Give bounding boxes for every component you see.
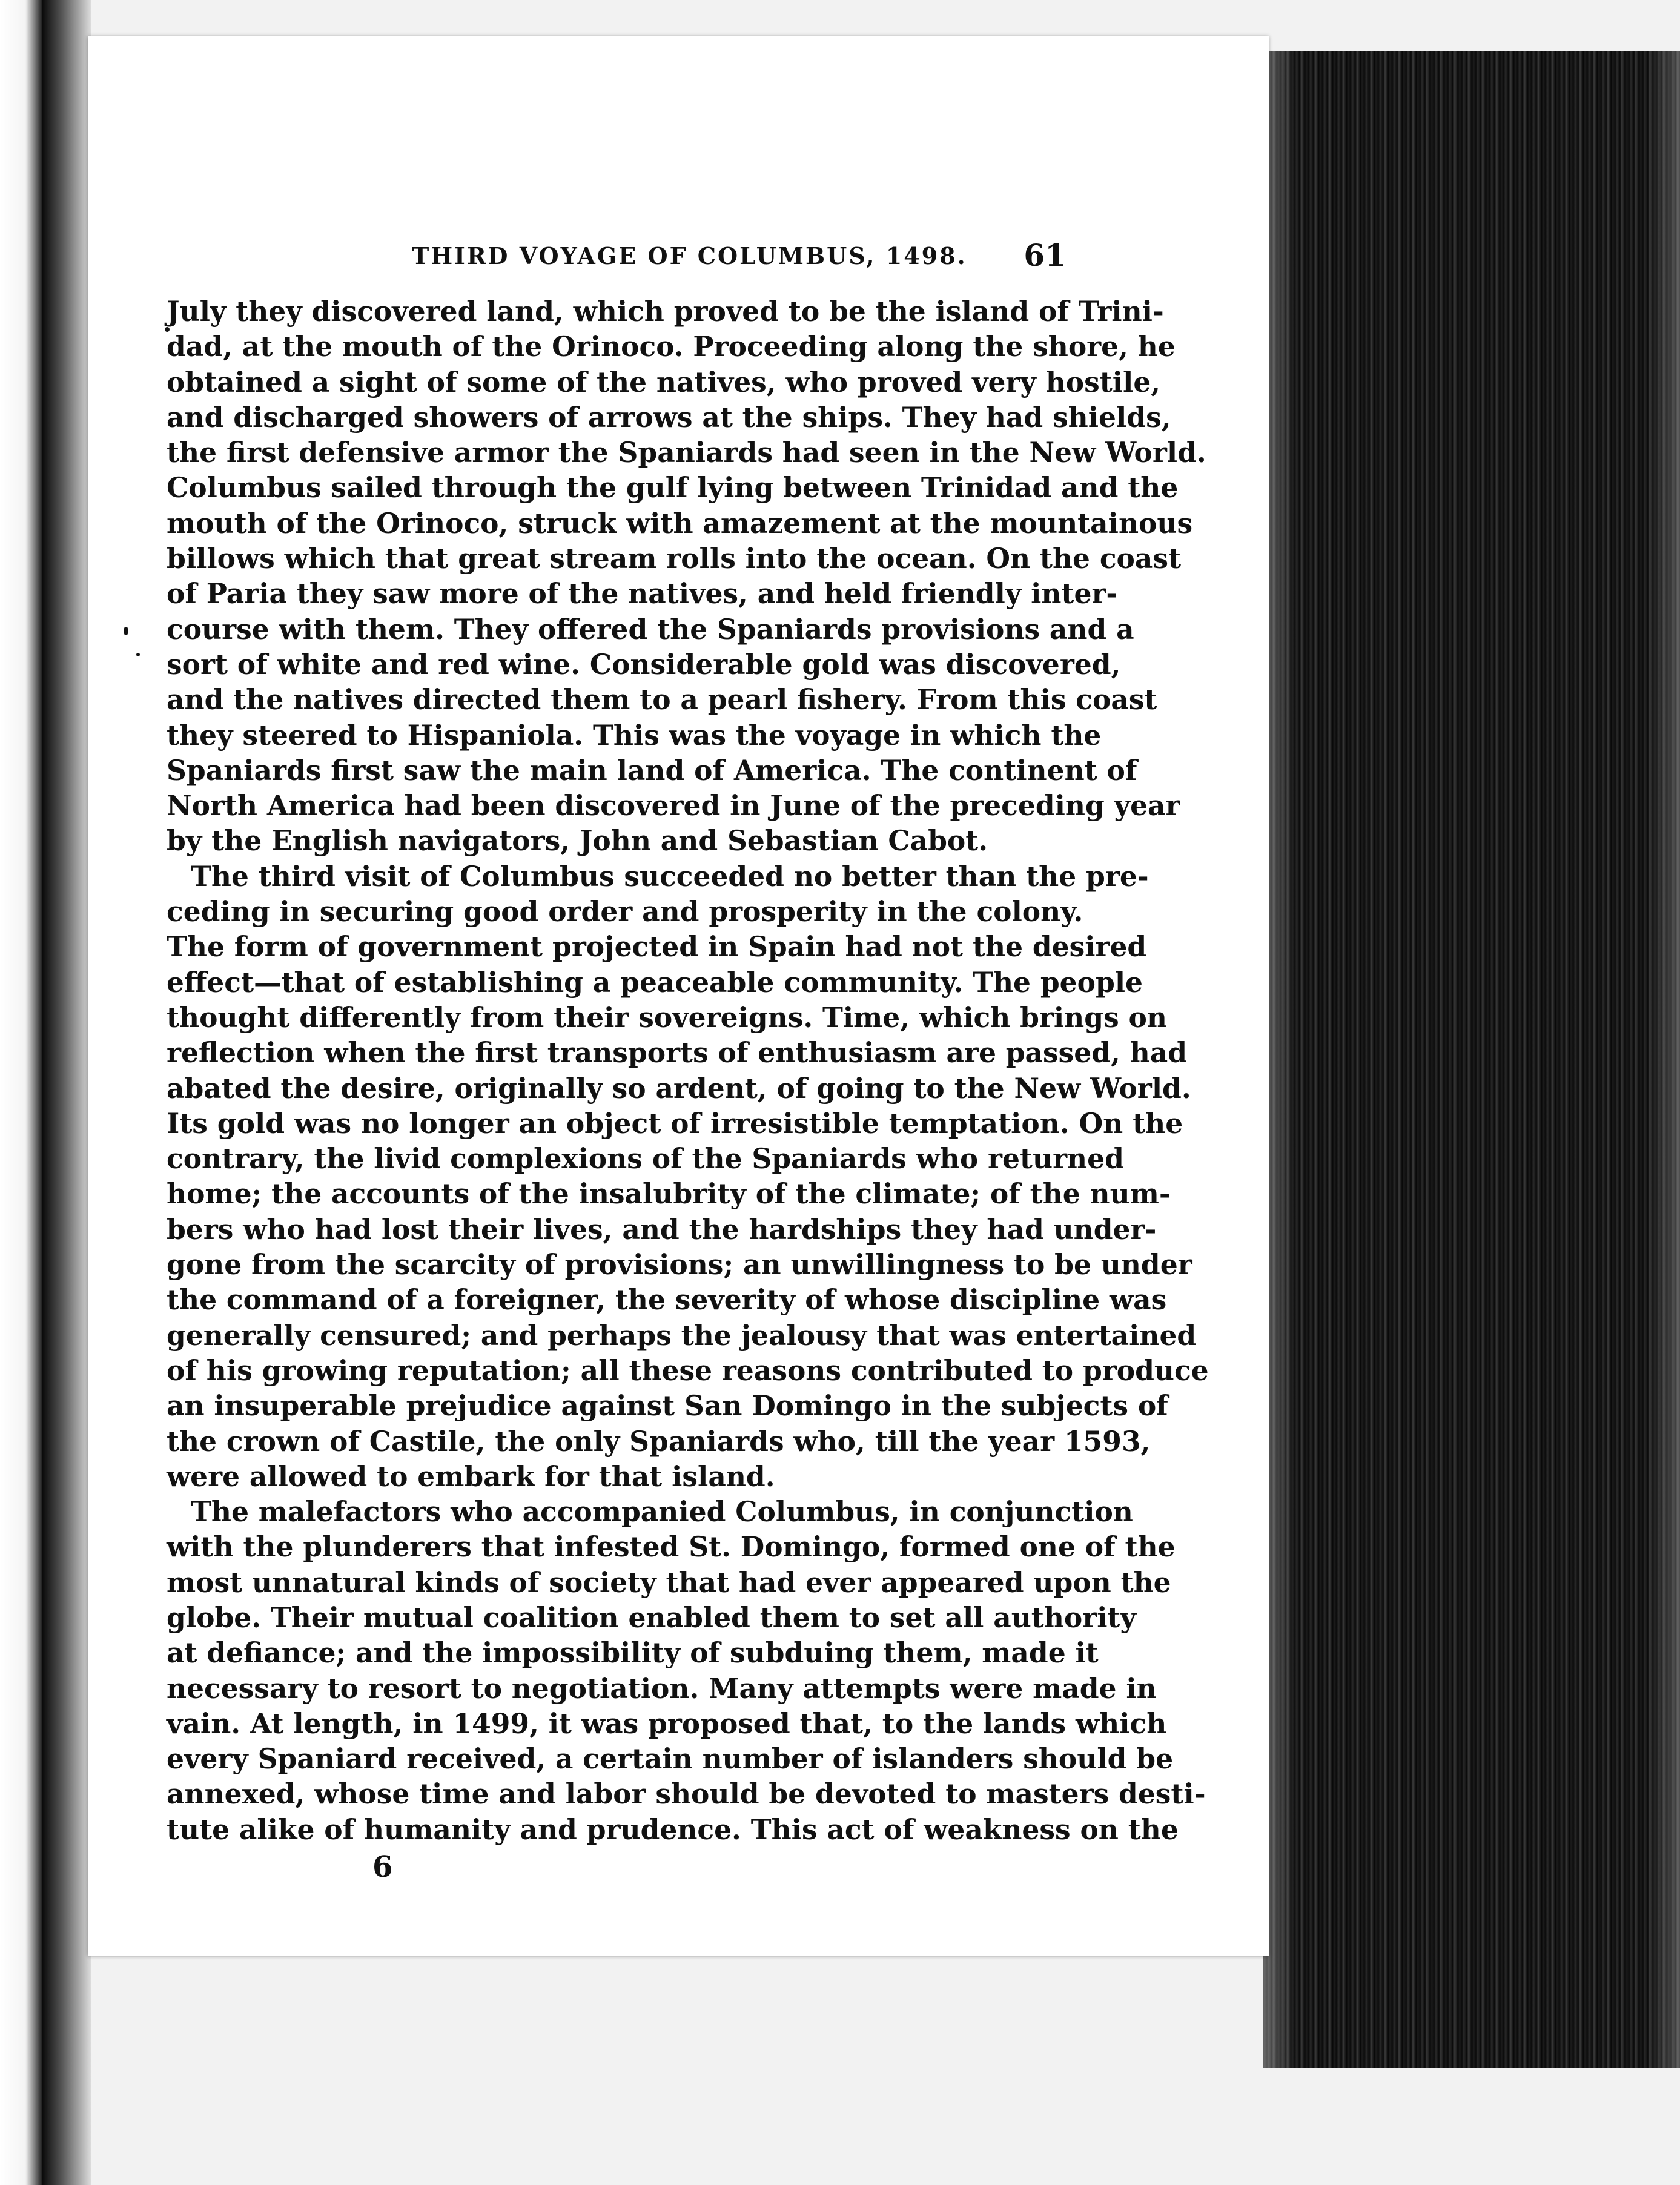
text-line: North America had been discovered in June of the preceding year: [167, 789, 1180, 822]
text-line: Its gold was no longer an object of irresistible temptation. On the: [167, 1106, 1183, 1140]
text-line: abated the desire, originally so ardent, of going to the New World.: [167, 1071, 1191, 1105]
text-line: the first defensive armor the Spaniards had seen in the New World.: [167, 436, 1206, 469]
text-line: every Spaniard received, a certain number of islanders should be: [167, 1742, 1174, 1776]
text-line: generally censured; and perhaps the jealousy that was entertained: [167, 1318, 1197, 1352]
text-line: globe. Their mutual coalition enabled them to set all authority: [167, 1601, 1136, 1634]
signature-mark: 6: [372, 1850, 393, 1884]
text-line: billows which that great stream rolls into the ocean. On the coast: [167, 542, 1181, 575]
text-line: thought differently from their sovereigns. Time, which brings on: [167, 1000, 1167, 1034]
text-line: by the English navigators, John and Sebastian Cabot.: [167, 824, 988, 858]
body-text: [167, 294, 1209, 1847]
text-line: at defiance; and the impossibility of subduing them, made it: [167, 1636, 1099, 1670]
book-gutter: [42, 0, 91, 2185]
text-line: of his growing reputation; all these reasons contributed to produce: [167, 1354, 1209, 1387]
text-line: The third visit of Columbus succeeded no better than the pre-: [191, 859, 1149, 893]
text-line: with the plunderers that infested St. Domingo, formed one of the: [167, 1530, 1176, 1564]
text-line: reflection when the first transports of enthusiasm are passed, had: [167, 1036, 1188, 1069]
text-line: the crown of Castile, the only Spaniards who, till the year 1593,: [167, 1424, 1151, 1458]
stray-mark: [136, 653, 140, 656]
text-line: course with them. They offered the Spaniards provisions and a: [167, 612, 1134, 646]
text-line: and discharged showers of arrows at the ships. They had shields,: [167, 400, 1171, 434]
text-line: mouth of the Orinoco, struck with amazement at the mountainous: [167, 506, 1193, 540]
text-line: of Paria they saw more of the natives, and held friendly inter-: [167, 577, 1118, 610]
text-line: bers who had lost their lives, and the hardships they had under-: [167, 1212, 1157, 1246]
text-line: sort of white and red wine. Considerable gold was discovered,: [167, 647, 1121, 681]
text-line: necessary to resort to negotiation. Many attempts were made in: [167, 1671, 1157, 1705]
page-number: 61: [1024, 237, 1066, 273]
page-header: [412, 237, 1066, 280]
text-line: annexed, whose time and labor should be devoted to masters desti-: [167, 1777, 1206, 1811]
text-line: vain. At length, in 1499, it was proposed that, to the lands which: [167, 1707, 1167, 1740]
text-line: an insuperable prejudice against San Domingo in the subjects of: [167, 1389, 1168, 1423]
text-line: Columbus sailed through the gulf lying between Trinidad and the: [167, 471, 1179, 504]
text-line: were allowed to embark for that island.: [167, 1459, 775, 1493]
text-line: dad, at the mouth of the Orinoco. Proceeding along the shore, he: [167, 330, 1176, 363]
text-line: July they discovered land, which proved to be the island of Trini-: [167, 295, 1164, 328]
text-line: effect—that of establishing a peaceable community. The people: [167, 965, 1143, 999]
text-line: The malefactors who accompanied Columbus, in conjunction: [191, 1495, 1133, 1529]
stray-mark: [124, 627, 128, 635]
text-line: The form of government projected in Spain had not the desired: [167, 930, 1147, 964]
text-line: ceding in securing good order and prosperity in the colony.: [167, 895, 1083, 928]
text-line: they steered to Hispaniola. This was the voyage in which the: [167, 718, 1102, 752]
text-line: tute alike of humanity and prudence. This act of weakness on the: [167, 1813, 1179, 1846]
text-line: Spaniards first saw the main land of America. The continent of: [167, 753, 1137, 787]
text-line: contrary, the livid complexions of the Spaniards who returned: [167, 1142, 1124, 1175]
text-line: gone from the scarcity of provisions; an unwillingness to be under: [167, 1248, 1192, 1281]
book-fore-edge: [1263, 51, 1680, 2068]
running-head: THIRD VOYAGE OF COLUMBUS, 1498.: [412, 242, 967, 269]
text-line: home; the accounts of the insalubrity of the climate; of the num-: [167, 1177, 1171, 1211]
text-line: obtained a sight of some of the natives, who proved very hostile,: [167, 365, 1161, 398]
previous-page-edge: [0, 0, 42, 2185]
text-line: and the natives directed them to a pearl fishery. From this coast: [167, 683, 1157, 716]
text-line: most unnatural kinds of society that had ever appeared upon the: [167, 1565, 1171, 1599]
text-line: the command of a foreigner, the severity of whose discipline was: [167, 1283, 1167, 1317]
